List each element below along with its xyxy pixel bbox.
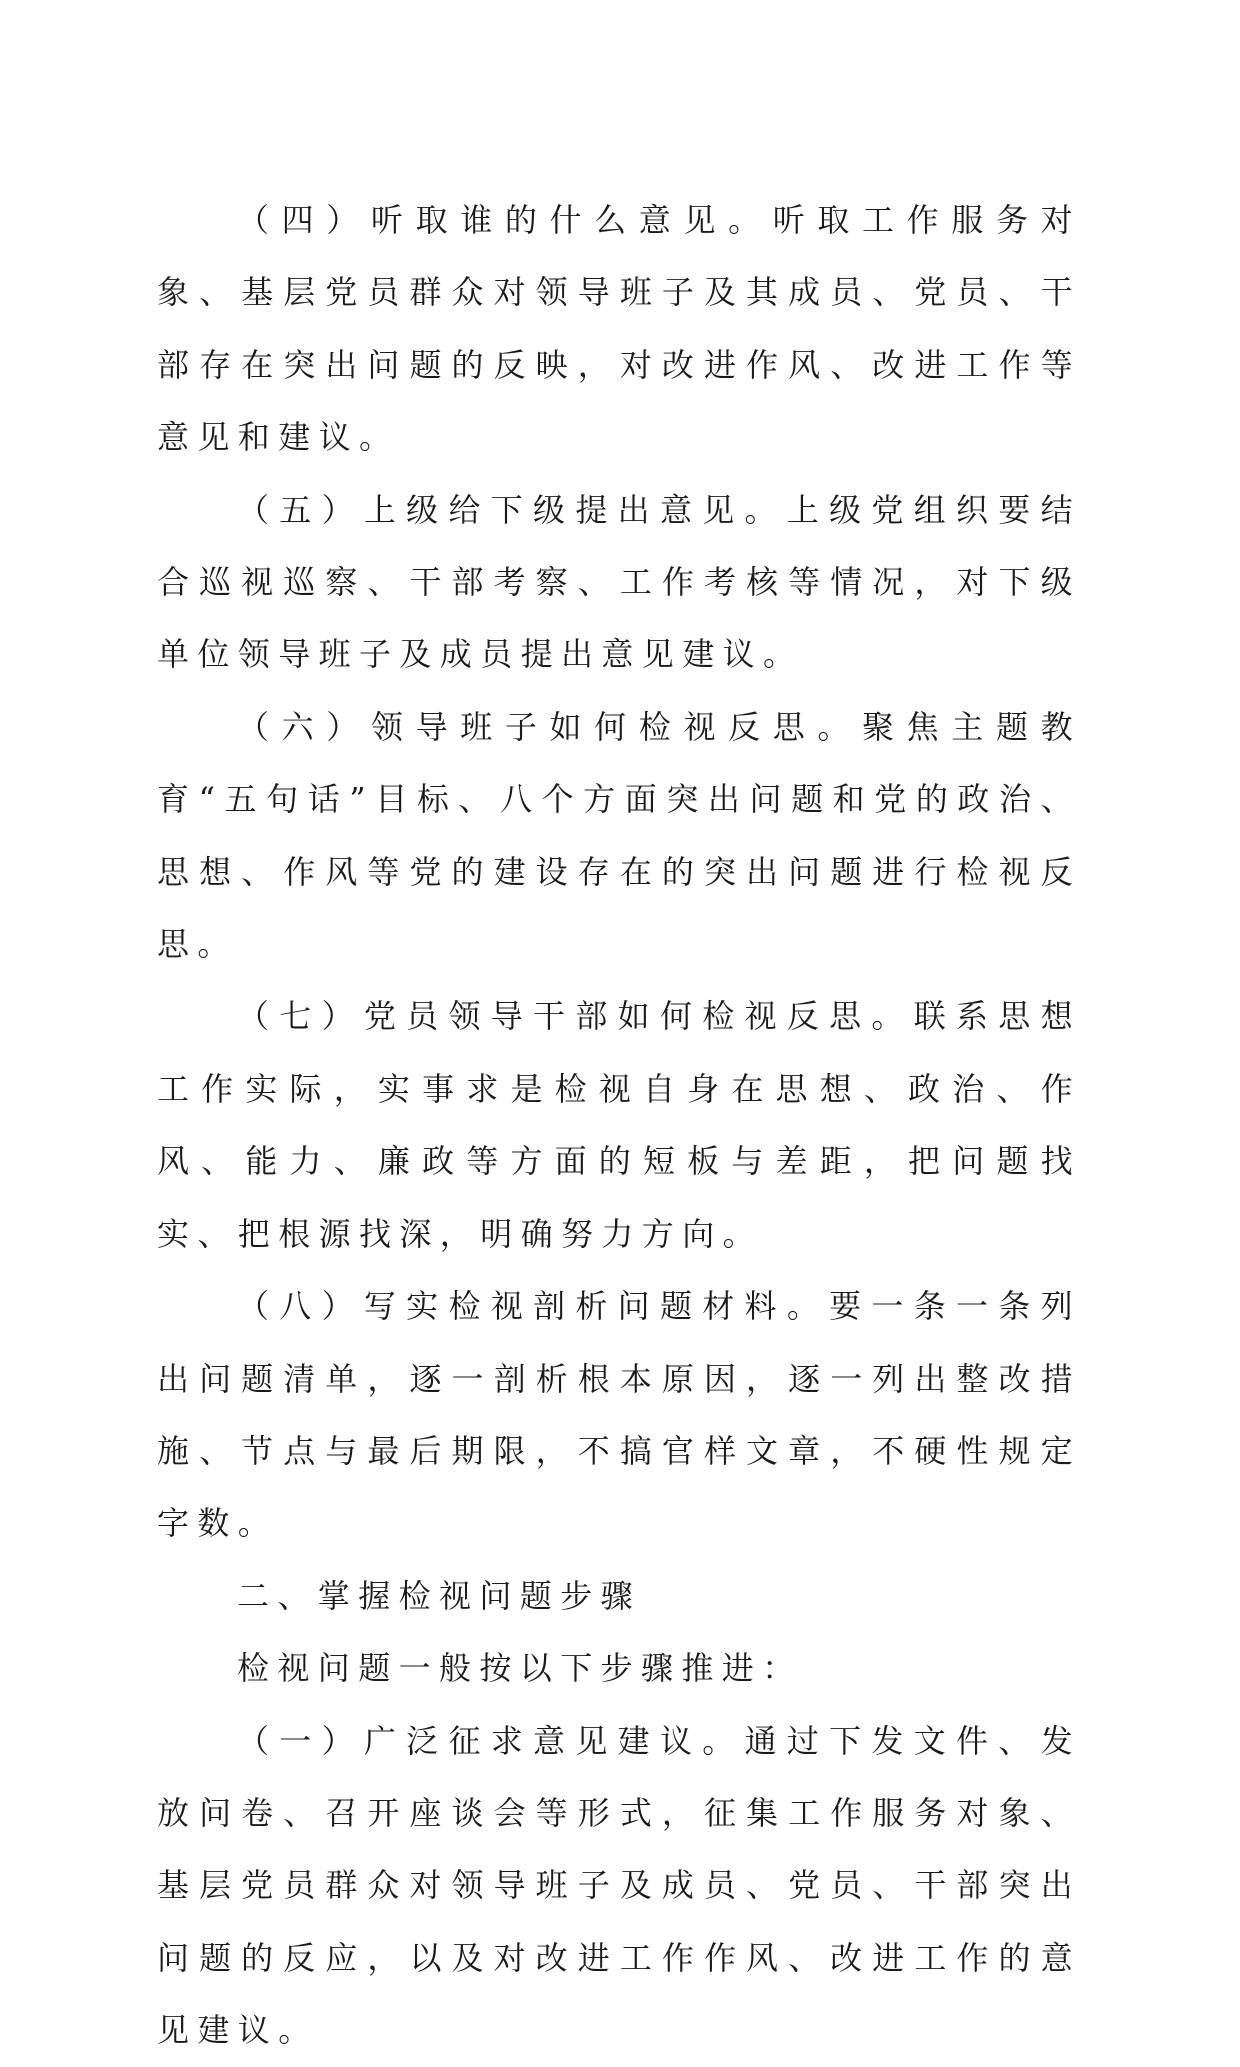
paragraph-1-solicit-opinions: （一）广泛征求意见建议。通过下发文件、发放问卷、召开座谈会等形式，征集工作服务对象、基层党员群众对领导班子及成员、党员、干部突出问题的反应，以及对改进工作作风、改进工作的意见建议。 — [157, 1721, 1081, 2050]
section-intro: 检视问题一般按以下步骤推进： — [237, 1649, 803, 1688]
paragraph-6-leadership-self-review: （六）领导班子如何检视反思。聚焦主题教育“五句话”目标、八个方面突出问题和党的政治、思想、作风等党的建设存在的突出问题进行检视反思。 — [157, 707, 1081, 964]
paragraph-7-cadre-self-review: （七）党员领导干部如何检视反思。联系思想工作实际，实事求是检视自身在思想、政治、作风、能力、廉政等方面的短板与差距，把问题找实、把根源找深，明确努力方向。 — [157, 997, 1081, 1253]
section-heading-2: 二、掌握检视问题步骤 — [237, 1576, 642, 1615]
paragraph-8-analysis-materials: （八）写实检视剖析问题材料。要一条一条列出问题清单，逐一剖析根本原因，逐一列出整改措施、节点与最后期限，不搞官样文章，不硬性规定字数。 — [157, 1287, 1081, 1543]
paragraph-5-superior-to-subordinate: （五）上级给下级提出意见。上级党组织要结合巡视巡察、干部考察、工作考核等情况，对下级单位领导班子及成员提出意见建议。 — [157, 490, 1081, 674]
paragraph-4-opinions-from-whom: （四）听取谁的什么意见。听取工作服务对象、基层党员群众对领导班子及其成员、党员、干部存在突出问题的反映，对改进作风、改进工作等意见和建议。 — [157, 201, 1081, 457]
document-body — [157, 184, 1081, 2067]
